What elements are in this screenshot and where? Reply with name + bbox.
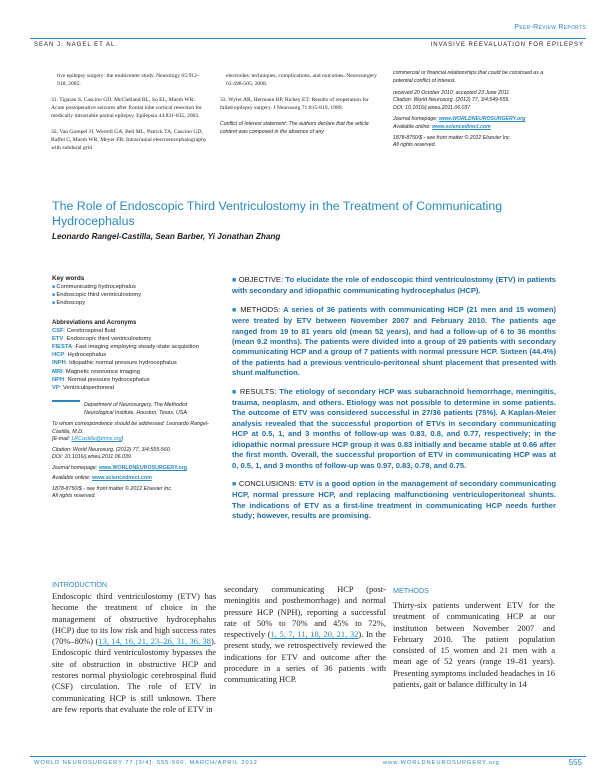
homepage-link[interactable]: www.WORLDNEUROSURGERY.org [98,464,188,471]
sidebar [52,275,214,501]
prev-available: Available online: www.sciencedirect.com [393,123,491,130]
prev-rights-2: All rights reserved. [393,142,436,149]
ref-32-tail: electrodes: techniques, complications, and outcomes. Neurosurgery 63:498-505, 2008. [226,73,377,87]
ref-30-tail: tive epilepsy surgery: the multicenter study. Neurology 65:912-918, 2005. [57,73,199,87]
abbrev-item: INPH: Idiopathic normal pressure hydrocephalus [52,360,177,367]
ref-31: 31. Tigaran S, Cascino GD, McClelland RL, So EL, Marsh WR: Acute postoperative seizures after frontal lobe cortical resection for medically intractable partial epilepsy. Epilepsia 44:831-835, 2003. [51,97,202,119]
methods-heading: METHODS [393,586,429,595]
abstract [232,275,556,522]
section-label: Peer-Review Reports [514,24,586,31]
abstract-methods: ■ METHODS: A series of 36 patients with communicating HCP (21 men and 15 women) were treated by ETV between November 2007 and February 2010. The patients age ranged from 19 to 81 years old (mean 52 years), and had a follow-up of 6 to 36 months (mean 9.2 months). The patients were divided into a group of 29 patients with secondary communicating HCP and a group of 7 patients with normal pressure HCP. Sixteen (44.4%) of the patients had a previous ventriculo-peritoneal shunt placement that presented with shunt malfunction. [232,304,557,378]
abbrev-item: FIESTA: Fast imaging employing steady-state acquisition [52,344,199,351]
abbrev-item: NPH: Normal pressure hydrocephalus [52,376,150,383]
ref-33: 33. Wyler AR, Hermann BP, Richey ET: Results of reoperation for failed epilepsy surgery. J Neurosurg 71:815-819, 1989. [220,97,369,111]
abbrev-item: ETV: Endoscopic third ventriculostomy [52,335,152,342]
intro-refs-1[interactable]: 13, 14, 16, 21, 23–26, 31, 36, 38 [98,636,212,647]
sciencedirect-link[interactable]: www.sciencedirect.com [91,475,152,482]
keywords-heading: Key words [52,275,85,282]
bullet-icon: ■ [52,292,57,299]
received-dates: received 20 October 2010; accepted 23 June 2011 [393,89,510,96]
prev-available-link[interactable]: www.sciencedirect.com [432,123,491,130]
intro-heading: INTRODUCTION [52,580,108,589]
affiliation-dept: Department of Neurosurgery, The Methodist Neurological Institute, Houston, Texas, USA [84,402,188,416]
rights-1: 1878-8750/$ - see front matter © 2012 Elsevier Inc. [52,485,173,492]
prev-homepage-link[interactable]: www.WORLDNEUROSURGERY.org [438,115,526,122]
prev-refs-col3 [393,70,553,150]
journal-homepage: Journal homepage: www.WORLDNEUROSURGERY.org [52,464,188,471]
bullet-icon: ■ [52,300,57,307]
running-topic: INVASIVE REEVALUATION FOR EPILEPSY [430,42,584,48]
prev-refs-col1 [51,72,207,152]
email-line: [E-mail: LRCastilla@tmhs.org] [52,436,124,443]
email-link[interactable]: LRCastilla@tmhs.org [71,436,122,443]
citation: Citation: World Neurosurg. (2012) 77, 3/4:555-560. [52,446,172,453]
ref-32: 32. Van Gompel JJ, Worrell GA, Bell ML, Patrick TA, Cascino GD, Raffel C, Marsh WR, Meyer FB: Intracranial electroencephalography with subdural grid [51,129,207,151]
prev-citation: Citation: World Neurosurg. (2012) 77, 3/4:549-555. [393,97,510,104]
running-author: SEAN J. NAGEL ET AL. [34,42,119,48]
abstract-objective: ■ OBJECTIVE: To elucidate the role of endoscopic third ventriculostomy (ETV) in patients with secondary and idiopathic communicating hydrocephalus (HCP). [232,275,556,296]
conflict-cont: commercial or financial relationships that could be construed as a potential conflict of interest. [393,70,544,84]
keyword-item: ■ Endoscopy [52,300,86,307]
methods-col3: Thirty-six patients underwent ETV for the treatment of communicating HCP at our institution between November 2007 and February 2010. The patient population consisted of 15 women and 21 men with a mean age of 52 years (range 19–81 years). Presenting symptoms included headaches in 16 patients, gait or balance difficulty in 14 [393,600,555,690]
rights-2: All rights reserved. [52,493,96,500]
intro-refs-2[interactable]: 1, 5, 7, 11, 18, 20, 21, 32 [270,629,359,640]
conflict-statement: Conflict of interest statement: The authors declare that the article content was composed in the absence of any [220,121,369,135]
article-title: The Role of Endoscopic Third Ventriculostomy in the Treatment of Communicating Hydrocephalus [52,199,503,228]
abbrev-list [52,327,214,393]
abstract-conclusions: ■ CONCLUSIONS: ETV is a good option in the management of secondary communicating HCP, normal pressure HCP, and replacing malfunctioning ventriculoperitoneal shunts. The indications of ETV as a first-line treatment in communicating HCP needs further study; however, results are promising. [232,478,556,521]
footer-rule [30,756,586,757]
abbrev-heading: Abbreviations and Acronyms [52,318,137,326]
affiliation-block [52,402,214,501]
intro-col1: Endoscopic third ventriculostomy (ETV) has become the treatment of choice in the management of obstructive hydrocephalus (HCP) due to its low risk and high success rates (70%–80%) (13, 14, 16, 21, 23–26, 31, 36, 38). Endoscopic third ventriculostomy bypasses the site of obstruction in obstructive HCP and restores normal physiologic cerebrospinal fluid (CSF) circulation. The role of ETV in communicating HCP is still unknown. There are few reports that evaluate the role of ETV in [52,591,216,714]
bullet-icon: ■ [52,284,57,290]
prev-doi: DOI: 10.1016/j.wneu.2011.06.037 [393,105,471,112]
header-rule [30,38,586,39]
available-online: Available online: www.sciencedirect.com [52,475,152,482]
abbrev-item: VP: Ventriculoperitoneal [52,385,114,392]
affiliation-rule [52,400,80,402]
intro-col2: secondary communicating HCP (post-meningitis and posthemorrhage) and normal pressure HCP (NPH), reporting a successful rate of 50% to 70% and 45% to 72%, respectively (1, 5, 7, 11, 18, 20, 21, 32). In the present study, we retrospectively reviewed the indications for ETV and outcome after the procedure in a series of 36 patients with communicating HCP. [224,584,386,685]
article-authors: Leonardo Rangel-Castilla, Sean Barber, Yi Jonathan Zhang [52,232,281,241]
page-number: 555 [568,758,582,767]
prev-homepage: Journal homepage: www.WORLDNEUROSURGERY.org [393,115,526,122]
footer-site: www.WORLDNEUROSURGERY.org [383,760,500,766]
keyword-item: ■ Communicating hydrocephalus [52,284,137,290]
abbrev-item: HCP: Hydrocephalus [52,352,107,359]
abbrev-item: MRI: Magnetic resonance imaging [52,368,140,375]
keyword-item: ■ Endoscopic third ventriculostomy [52,292,142,299]
footer-journal: WORLD NEUROSURGERY 77 [3/4]: 555-560, MARCH/APRIL 2012 [34,760,258,766]
abstract-results: ■ RESULTS: The etiology of secondary HCP was subarachnoid hemorrhage, meningitis, trauma, neoplasm, and others. Etiology was not possible to determine in some patients. The outcome of ETV was considered successful in 27/36 patients (75%). A Kaplan-Meier analysis revealed that the successful proportion of ETVs in secondary communicating HCP at 0.5, 1, and 3 months of follow-up was 0.83, 0.8, and 0.77, respectively; in the idiopathic normal pressure HCP group it was 0.83 initially and became stable at 0.66 after the first month. Overall, the successful proportion of ETV in communicating HCP was at 0, 0.5, 1, and 3 months of follow-up was 0.97, 0.83, 0.78, and 0.75. [232,386,556,470]
prev-refs-col2 [220,72,378,136]
doi: DOI: 10.1016/j.wneu.2011.06.039 [52,454,131,461]
abbrev-item: CSF: Cerebrospinal fluid [52,327,116,334]
prev-rights-1: 1878-8750/$ - see front matter © 2012 Elsevier Inc. [393,134,512,141]
keywords-list [52,283,214,308]
correspondence: To whom correspondence should be addressed: Leonardo Rangel-Castilla, M.D. [52,421,209,435]
